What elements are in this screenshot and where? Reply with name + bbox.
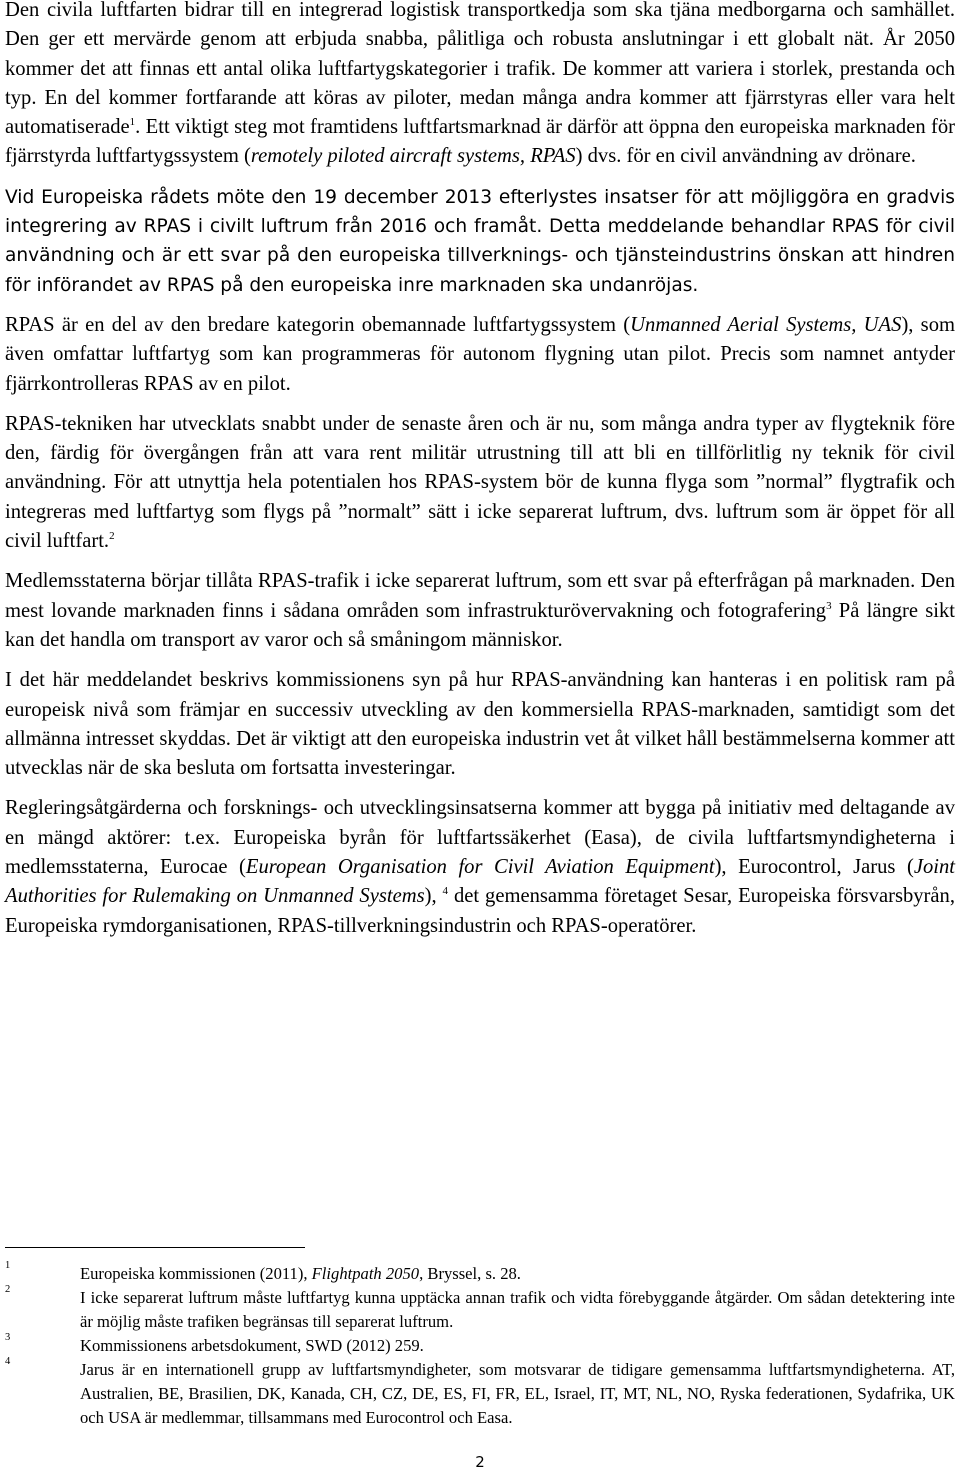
footnote-separator [5,1247,305,1248]
footnote-reference: 2 [109,530,115,543]
paragraph [5,311,955,399]
text-run: ), Eurocontrol, Jarus ( [714,856,914,879]
text-run: Jarus är en internationell grupp av luftfartsmyndigheter, som motsvarar de tidigare gemensamma luftfartsmyndigheterna. AT, Australien, BE, Brasilien, DK, Kanada, CH, CZ, DE, ES, FI, FR, EL, Israel, IT, MT, NL, NO, Ryska federationen, Sydafrika, UK och USA är medlemmar, tillsammans med Eurocontrol och Easa. [80,1360,955,1427]
footnote [5,1358,955,1430]
italic-text: Flightpath 2050 [311,1264,420,1283]
italic-text: Joint Authorities for Rulemaking on Unmanned Systems [5,856,955,908]
text-run: Medlemsstaterna börjar tillåta RPAS-trafik i icke separerat luftrum, som ett svar på efterfrågan på marknaden. Den mest lovande marknaden finns i sådana områden som infrastrukturövervakning och fotografering [5,570,955,622]
text-run: ), [424,885,443,908]
text-run: I det här meddelandet beskrivs kommissionens syn på hur RPAS-användning kan hanteras i en politisk ram på europeisk nivå som främjar en successiv utveckling av den kommersiella RPAS-marknaden, samtidigt som det allmänna intresset skyddas. Det är viktigt att den europeiska industrin vet åt vilket håll bestämmelserna kommer att utvecklas när de ska besluta om fortsatta investeringar. [5,669,955,780]
footnote-reference: 1 [129,116,136,129]
footnote-number: 1 [5,1260,11,1271]
paragraph [5,666,955,783]
footnote-reference: 3 [826,599,832,612]
footnote [5,1286,955,1334]
footnote [5,1262,955,1286]
italic-text: Unmanned Aerial Systems, UAS [630,313,902,336]
text-run: Vid Europeiska rådets möte den 19 december 2013 efterlystes insatser för att möjliggöra en gradvis integrering av RPAS i civilt luftrum från 2016 och framåt. Detta meddelande behandlar RPAS för civil användning och är ett svar på den europeiska tillverknings- och tjänsteindustrins önskan att hindren för införandet av RPAS på den europeiska inre marknaden ska undanröjas. [5,186,955,296]
text-run: I icke separerat luftrum måste luftfartyg kunna upptäcka annan trafik och vidta förebyggande åtgärder. Om sådan detektering inte är möjlig måste trafiken begränsas till separerat luftrum. [80,1288,955,1331]
footnotes [5,1262,955,1430]
text-run: På längre sikt kan det handla om transport av varor och så småningom människor. [5,599,956,651]
footnote-number: 2 [5,1284,11,1295]
text-run: det gemensamma företaget Sesar, Europeiska försvarsbyrån, Europeiska rymdorganisationen, RPAS-tillverkningsindustrin och RPAS-operatörer. [5,885,955,937]
text-run: RPAS-tekniken har utvecklats snabbt under de senaste åren och är nu, som många andra typer av flygteknik före den, färdig för övergången från att vara rent militär utrustning till att bli en tillförlitlig ny teknik för civil användning. För att utnyttja hela potentialen hos RPAS-system bör de kunna flyga som ”normal” flygtrafik och integreras med luftfartyg som flygs på ”normalt” sätt i icke separerat luftrum, dvs. luftrum som är öppet för all civil luftfart. [5,412,955,553]
text-run: Den civila luftfarten bidrar till en integrerad logistisk transportkedja som ska tjäna medborgarna och samhället. Den ger ett mervärde genom att erbjuda snabba, pålitliga och robusta anslutningar i ett globalt nät. År 2050 kommer det att finnas ett antal olika luftfartygskategorier i trafik. De kommer att variera i storlek, prestanda och typ. En del kommer fortfarande att köras av piloter, medan många andra kommer att fjärrstyras eller vara helt automatiserade [5,0,955,139]
paragraph [5,0,955,172]
text-run: . Ett viktigt steg mot framtidens luftfartsmarknad är därför att öppna den europeiska marknaden för fjärrstyrda luftfartygssystem ( [5,116,955,168]
footnote-number: 4 [5,1356,11,1367]
footnote [5,1334,955,1358]
footnote-reference: 4 [442,885,449,898]
paragraph [5,183,955,300]
document-body [5,0,955,952]
paragraph [5,410,955,556]
page-number: 2 [475,1453,485,1471]
paragraph [5,794,955,940]
paragraph [5,567,955,655]
footnote-number: 3 [5,1332,11,1343]
italic-text: remotely piloted aircraft systems, RPAS [250,145,576,168]
text-run: RPAS är en del av den bredare kategorin obemannade luftfartygssystem ( [5,313,631,336]
text-run: ), som även omfattar luftfartyg som kan programmeras för autonom flygning utan pilot. Precis som namnet antyder fjärrkontrolleras RPAS av en pilot. [5,313,956,395]
text-run: Europeiska kommissionen (2011), [80,1264,312,1283]
text-run: Kommissionens arbetsdokument, SWD (2012) 259. [80,1336,424,1355]
text-run: ) dvs. för en civil användning av drönare. [575,145,916,168]
text-run: , Bryssel, s. 28. [419,1264,521,1283]
italic-text: European Organisation for Civil Aviation Equipment [245,856,715,879]
text-run: Regleringsåtgärderna och forsknings- och utvecklingsinsatserna kommer att bygga på initiativ med deltagande av en mängd aktörer: t.ex. Europeiska byrån för luftfartssäkerhet (Easa), de civila luftfartsmyndigheterna i medlemsstaterna, Eurocae ( [5,797,955,879]
